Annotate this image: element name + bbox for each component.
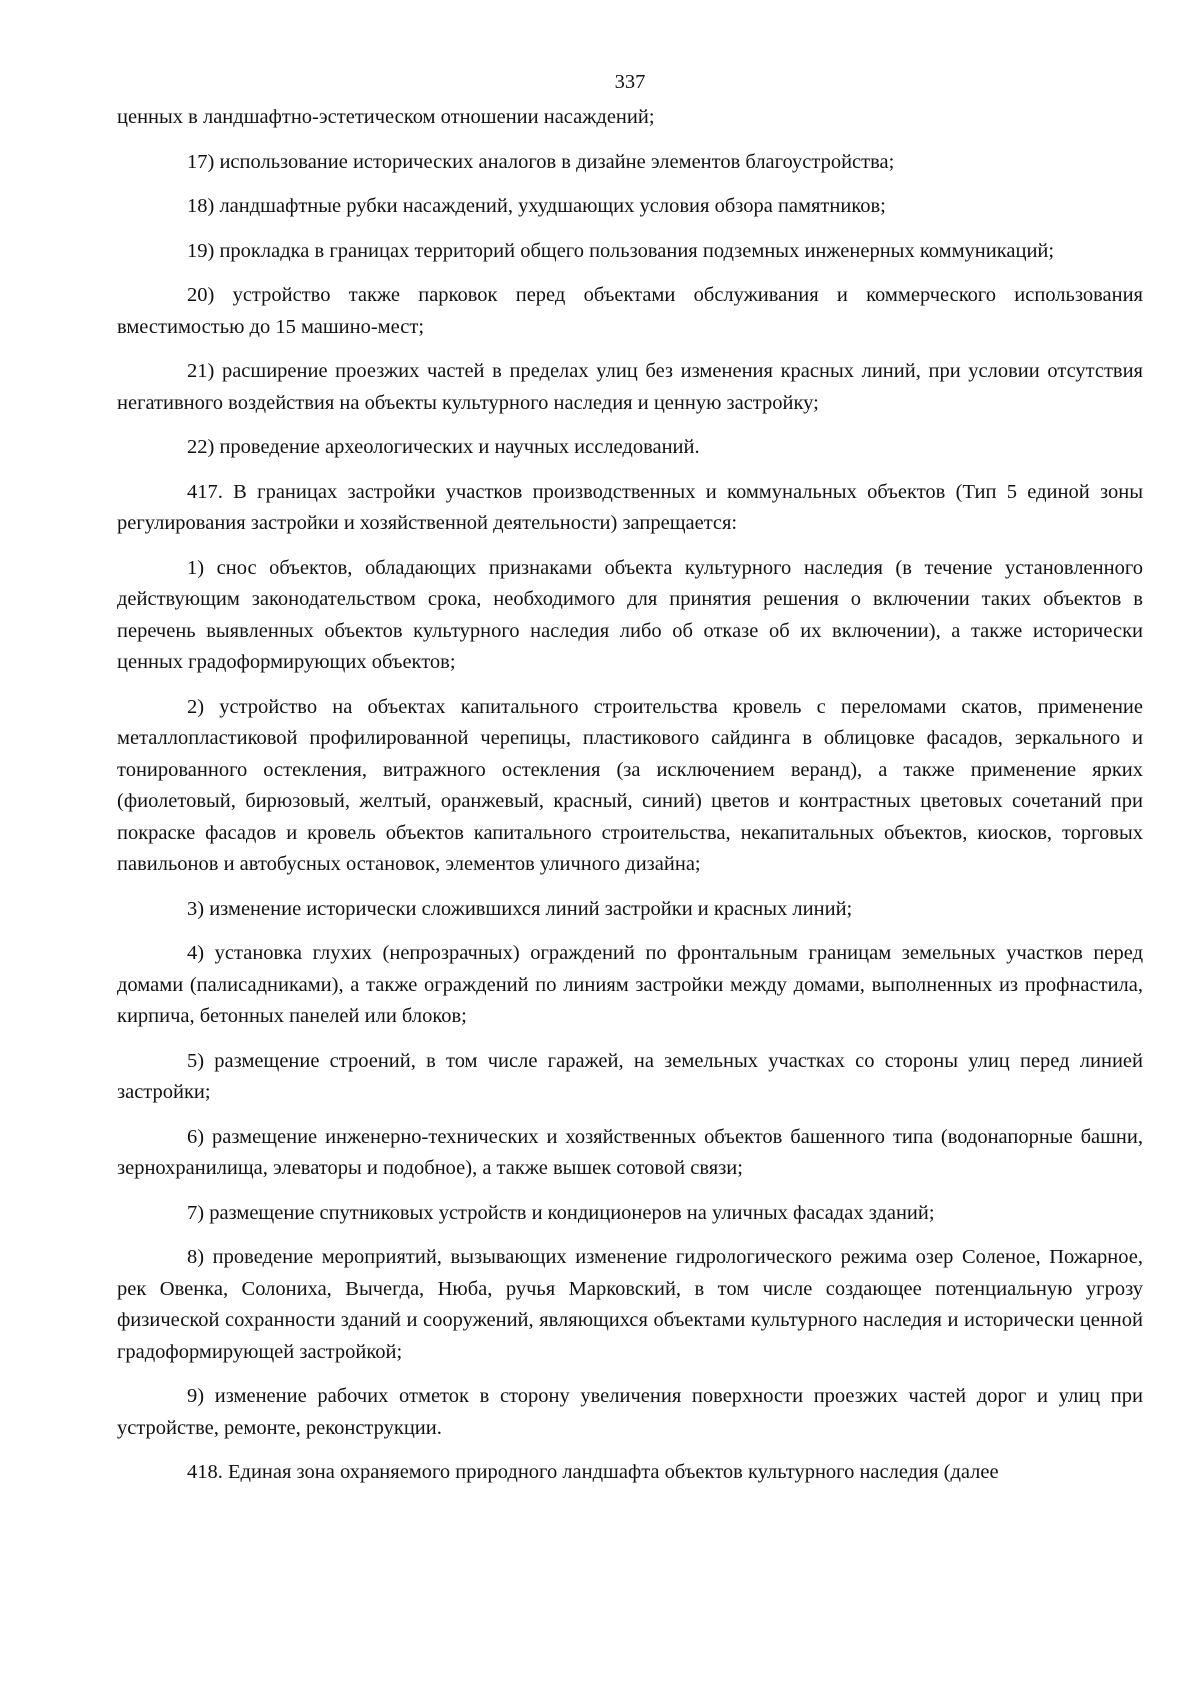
document-page	[117, 62, 1143, 1502]
list-item-6: 6) размещение инженерно-технических и хозяйственных объектов башенного типа (водонапорные башни, зернохранилища, элеваторы и подобное), а также вышек сотовой связи;	[117, 1125, 1143, 1179]
list-item-4: 4) установка глухих (непрозрачных) ограждений по фронтальным границам земельных участков перед домами (палисадниками), а также ограждений по линиям застройки между домами, выполненных из профнастила, кирпича, бетонных панелей или блоков;	[117, 942, 1143, 1027]
list-item-17: 17) использование исторических аналогов в дизайне элементов благоустройства;	[187, 150, 895, 173]
list-item-22: 22) проведение археологических и научных исследований.	[187, 436, 700, 458]
list-item-20: 20) устройство также парковок перед объектами обслуживания и коммерческого использования вместимостью до 15 машино-мест;	[117, 284, 1143, 338]
list-item-7: 7) размещение спутниковых устройств и кондиционеров на уличных фасадах зданий;	[187, 1201, 935, 1224]
list-item-5: 5) размещение строений, в том числе гаражей, на земельных участках со стороны улиц перед линией застройки;	[117, 1049, 1143, 1103]
list-item-1: 1) снос объектов, обладающих признаками объекта культурного наследия (в течение установленного действующим законодательством срока, необходимого для принятия решения о включении таких объектов в перечень выявленных объектов культурного наследия либо об отказе об их включении), а также исторически ценных градоформирующих объектов;	[117, 556, 1143, 673]
page-number: 337	[614, 71, 646, 93]
list-item-9: 9) изменение рабочих отметок в сторону увеличения поверхности проезжих частей дорог и улиц при устройстве, ремонте, реконструкции.	[117, 1385, 1143, 1439]
list-item-2: 2) устройство на объектах капитального строительства кровель с переломами скатов, применение металлопластиковой профилированной черепицы, пластикового сайдинга в облицовке фасадов, зеркального и тонированного остекления, витражного остекления (за исключением веранд), а также применение ярких (фиолетовый, бирюзовый, желтый, оранжевый, красный, синий) цветов и контрастных цветовых сочетаний при покраске фасадов и кровель объектов капитального строительства, некапитальных объектов, киосков, торговых павильонов и автобусных остановок, элементов уличного дизайна;	[117, 695, 1143, 875]
section-417: 417. В границах застройки участков производственных и коммунальных объектов (Тип 5 единой зоны регулирования застройки и хозяйственной деятельности) запрещается:	[117, 480, 1143, 534]
list-item-18: 18) ландшафтные рубки насаждений, ухудшающих условия обзора памятников;	[187, 195, 886, 217]
list-item-3: 3) изменение исторически сложившихся линий застройки и красных линий;	[187, 897, 853, 920]
list-item-19: 19) прокладка в границах территорий общего пользования подземных инженерных коммуникаций;	[187, 239, 1055, 262]
list-item-21: 21) расширение проезжих частей в пределах улиц без изменения красных линий, при условии отсутствия негативного воздействия на объекты культурного наследия и ценную застройку;	[117, 360, 1143, 414]
section-418: 418. Единая зона охраняемого природного ландшафта объектов культурного наследия (далее	[187, 1461, 999, 1483]
list-item-8: 8) проведение мероприятий, вызывающих изменение гидрологического режима озер Соленое, Пожарное, рек Овенка, Солониха, Вычегда, Нюба, ручья Марковский, в том числе создающее потенциальную угрозу физической сохранности зданий и сооружений, являющихся объектами культурного наследия и исторически ценной градоформирующей застройкой;	[117, 1246, 1143, 1363]
paragraph-continuation: ценных в ландшафтно-эстетическом отношении насаждений;	[117, 106, 655, 128]
